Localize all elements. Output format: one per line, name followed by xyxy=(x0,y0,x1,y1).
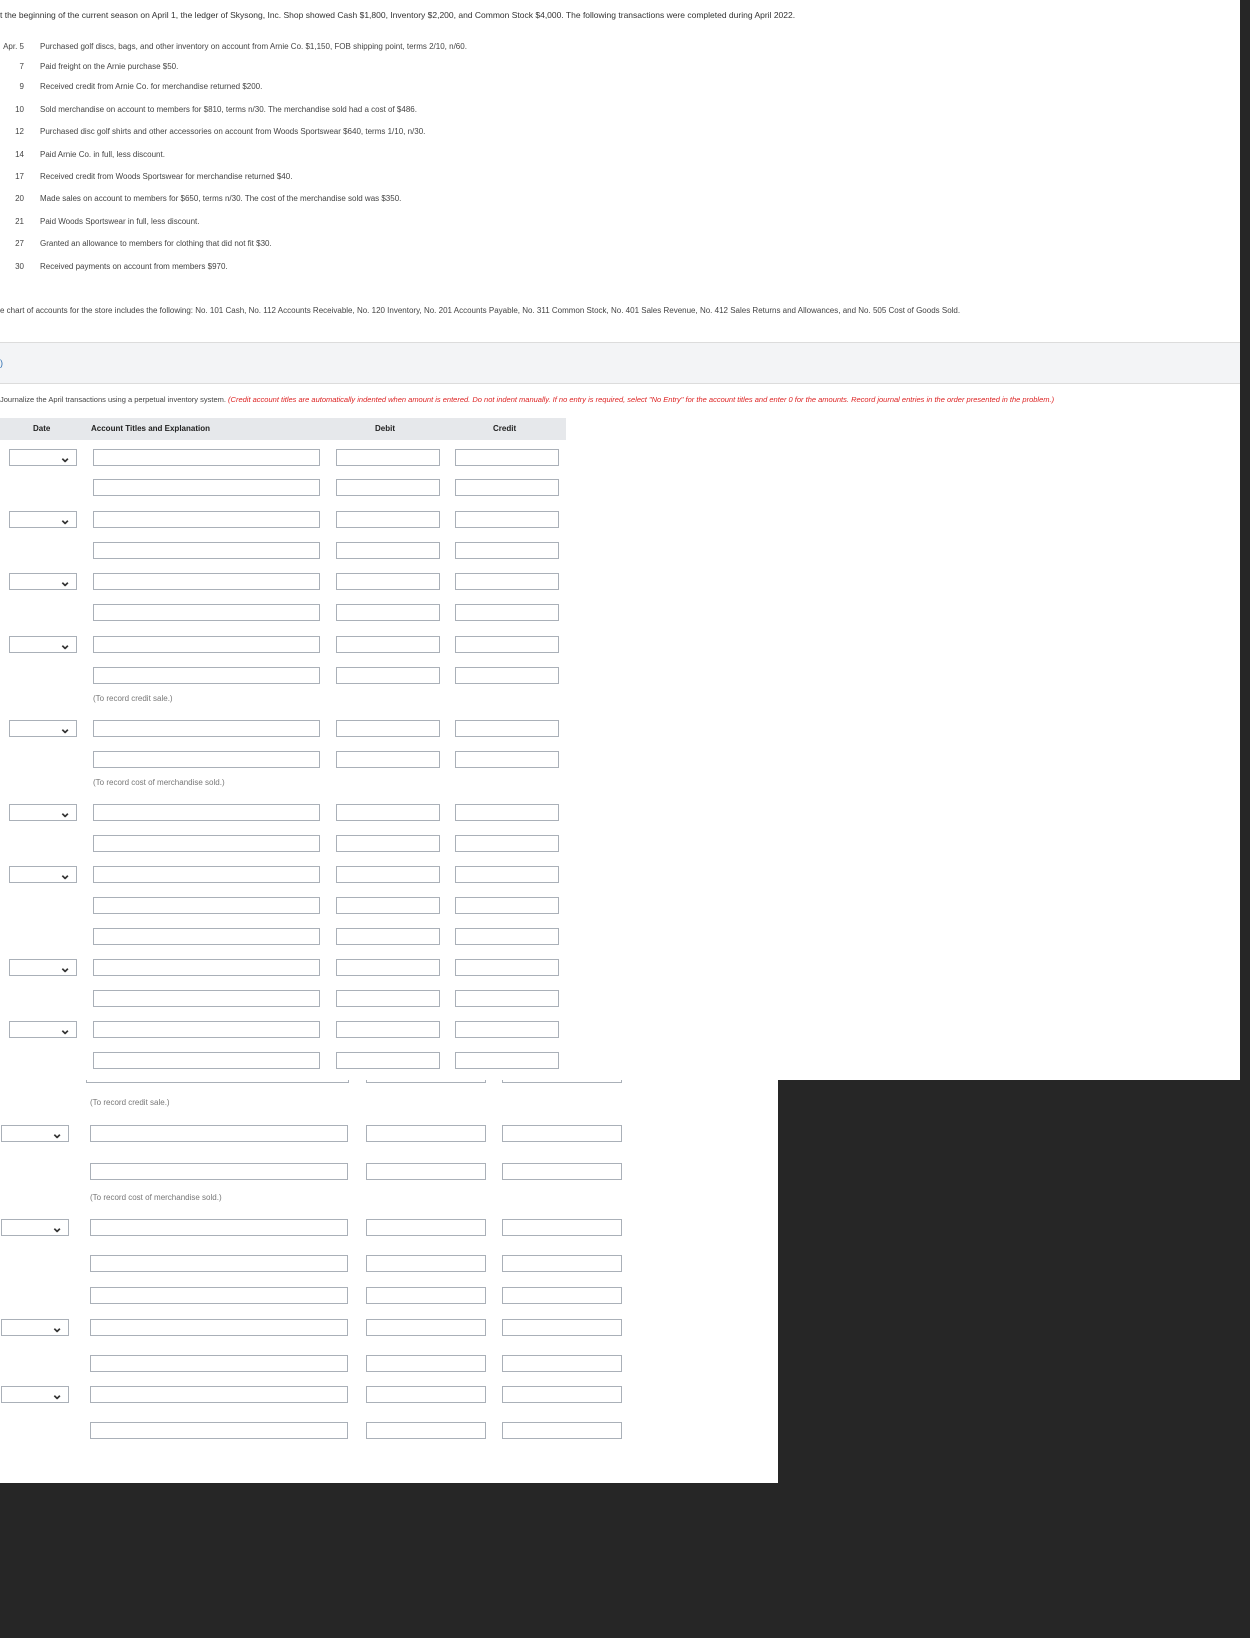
date-select[interactable] xyxy=(9,449,77,466)
debit-input[interactable] xyxy=(336,804,440,821)
account-title-input[interactable] xyxy=(93,751,320,768)
credit-input[interactable] xyxy=(502,1355,622,1372)
debit-input[interactable] xyxy=(366,1386,486,1403)
account-title-input[interactable] xyxy=(93,511,320,528)
transaction-date: 21 xyxy=(15,217,24,226)
credit-input[interactable] xyxy=(455,959,559,976)
debit-input[interactable] xyxy=(366,1219,486,1236)
credit-input[interactable] xyxy=(502,1422,622,1439)
debit-input[interactable] xyxy=(336,959,440,976)
chevron-down-icon: ⌄ xyxy=(59,804,71,820)
transaction-text: Paid Woods Sportswear in full, less discount. xyxy=(40,217,200,226)
account-title-input[interactable] xyxy=(93,449,320,466)
part-header xyxy=(0,342,1240,384)
account-title-input[interactable] xyxy=(93,1021,320,1038)
part-label: ) xyxy=(0,358,3,368)
date-select[interactable] xyxy=(9,804,77,821)
credit-input[interactable] xyxy=(502,1386,622,1403)
entry-note: (To record credit sale.) xyxy=(90,1098,170,1107)
chart-of-accounts: e chart of accounts for the store includes the following: No. 101 Cash, No. 112 Accounts Receivable, No. 120 Inventory, No. 201 Accounts Payable, No. 311 Common Stock, No. 401 Sales Revenue, No. 412 Sales Returns and Allowances, and No. 505 Cost of Goods Sold. xyxy=(0,306,961,315)
transaction-date: 17 xyxy=(15,172,24,181)
instructions-note: (Credit account titles are automatically indented when amount is entered. Do not indent manually. If no entry is required, select "No Entry" for the account titles and enter 0 for the amounts. Record journal entries in the order presented in the problem.) xyxy=(228,395,1055,404)
transaction-date: Apr. 5 xyxy=(3,42,24,51)
transaction-text: Paid Arnie Co. in full, less discount. xyxy=(40,150,165,159)
instructions-main: Journalize the April transactions using a perpetual inventory system. xyxy=(0,395,226,404)
chevron-down-icon: ⌄ xyxy=(59,449,71,465)
transaction-text: Sold merchandise on account to members for $810, terms n/30. The merchandise sold had a cost of $486. xyxy=(40,105,417,114)
account-title-input[interactable] xyxy=(93,866,320,883)
credit-input[interactable] xyxy=(455,542,559,559)
credit-input[interactable] xyxy=(455,751,559,768)
account-title-input[interactable] xyxy=(90,1163,348,1180)
account-title-input[interactable] xyxy=(90,1219,348,1236)
account-title-input[interactable] xyxy=(93,804,320,821)
transaction-date: 12 xyxy=(15,127,24,136)
chevron-down-icon: ⌄ xyxy=(59,636,71,652)
transaction-text: Granted an allowance to members for clothing that did not fit $30. xyxy=(40,239,272,248)
account-header: Account Titles and Explanation xyxy=(91,424,210,433)
transaction-date: 27 xyxy=(15,239,24,248)
account-title-input[interactable] xyxy=(90,1422,348,1439)
date-select[interactable] xyxy=(9,636,77,653)
credit-input[interactable] xyxy=(502,1287,622,1304)
transaction-text: Made sales on account to members for $650, terms n/30. The cost of the merchandise sold was $350. xyxy=(40,194,402,203)
account-title-input[interactable] xyxy=(93,573,320,590)
transaction-text: Received credit from Arnie Co. for merchandise returned $200. xyxy=(40,82,263,91)
chevron-down-icon: ⌄ xyxy=(59,1021,71,1037)
date-select[interactable] xyxy=(1,1125,69,1142)
account-title-input[interactable] xyxy=(93,542,320,559)
transaction-text: Received payments on account from members $970. xyxy=(40,262,228,271)
credit-input[interactable] xyxy=(455,636,559,653)
debit-input[interactable] xyxy=(336,835,440,852)
chevron-down-icon: ⌄ xyxy=(59,959,71,975)
debit-input[interactable] xyxy=(366,1355,486,1372)
account-title-input[interactable] xyxy=(93,959,320,976)
debit-input[interactable] xyxy=(366,1287,486,1304)
date-select[interactable] xyxy=(9,959,77,976)
credit-input[interactable] xyxy=(502,1163,622,1180)
debit-input[interactable] xyxy=(336,866,440,883)
debit-input[interactable] xyxy=(336,667,440,684)
account-title-input[interactable] xyxy=(93,928,320,945)
chevron-down-icon: ⌄ xyxy=(59,866,71,882)
journal-table-header xyxy=(0,418,566,440)
date-select[interactable] xyxy=(9,573,77,590)
date-select[interactable] xyxy=(1,1319,69,1336)
transaction-date: 14 xyxy=(15,150,24,159)
cut-off-input-edge xyxy=(366,1080,486,1083)
chevron-down-icon: ⌄ xyxy=(51,1386,63,1402)
chevron-down-icon: ⌄ xyxy=(59,511,71,527)
date-select[interactable] xyxy=(9,720,77,737)
account-title-input[interactable] xyxy=(93,1052,320,1069)
credit-input[interactable] xyxy=(455,1021,559,1038)
credit-input[interactable] xyxy=(455,928,559,945)
date-select[interactable] xyxy=(9,866,77,883)
debit-input[interactable] xyxy=(336,928,440,945)
chevron-down-icon: ⌄ xyxy=(59,573,71,589)
debit-input[interactable] xyxy=(336,1052,440,1069)
credit-input[interactable] xyxy=(455,511,559,528)
debit-input[interactable] xyxy=(366,1319,486,1336)
debit-input[interactable] xyxy=(336,542,440,559)
debit-input[interactable] xyxy=(366,1125,486,1142)
account-title-input[interactable] xyxy=(93,479,320,496)
account-title-input[interactable] xyxy=(93,720,320,737)
debit-input[interactable] xyxy=(366,1422,486,1439)
debit-input[interactable] xyxy=(336,511,440,528)
credit-input[interactable] xyxy=(455,804,559,821)
entry-note: (To record credit sale.) xyxy=(93,694,173,703)
credit-input[interactable] xyxy=(455,449,559,466)
cut-off-input-edge xyxy=(86,1080,349,1083)
date-select[interactable] xyxy=(9,1021,77,1038)
credit-input[interactable] xyxy=(502,1255,622,1272)
account-title-input[interactable] xyxy=(93,667,320,684)
debit-input[interactable] xyxy=(336,897,440,914)
debit-input[interactable] xyxy=(336,751,440,768)
account-title-input[interactable] xyxy=(90,1125,348,1142)
transaction-text: Paid freight on the Arnie purchase $50. xyxy=(40,62,179,71)
transaction-date: 30 xyxy=(15,262,24,271)
credit-header: Credit xyxy=(493,424,517,433)
credit-input[interactable] xyxy=(502,1219,622,1236)
debit-input[interactable] xyxy=(366,1255,486,1272)
credit-input[interactable] xyxy=(455,990,559,1007)
debit-input[interactable] xyxy=(336,720,440,737)
debit-input[interactable] xyxy=(336,636,440,653)
instructions xyxy=(0,395,1054,404)
credit-input[interactable] xyxy=(455,573,559,590)
credit-input[interactable] xyxy=(455,897,559,914)
chevron-down-icon: ⌄ xyxy=(59,720,71,736)
credit-input[interactable] xyxy=(455,720,559,737)
account-title-input[interactable] xyxy=(93,636,320,653)
account-title-input[interactable] xyxy=(93,835,320,852)
account-title-input[interactable] xyxy=(90,1255,348,1272)
transaction-text: Purchased disc golf shirts and other accessories on account from Woods Sportswear $640, terms 1/10, n/30. xyxy=(40,127,426,136)
account-title-input[interactable] xyxy=(93,990,320,1007)
account-title-input[interactable] xyxy=(93,604,320,621)
date-select[interactable] xyxy=(1,1386,69,1403)
chevron-down-icon: ⌄ xyxy=(51,1219,63,1235)
credit-input[interactable] xyxy=(502,1125,622,1142)
date-header: Date xyxy=(33,424,51,433)
credit-input[interactable] xyxy=(455,1052,559,1069)
debit-header: Debit xyxy=(375,424,395,433)
account-title-input[interactable] xyxy=(93,897,320,914)
transaction-date: 7 xyxy=(19,62,24,71)
chevron-down-icon: ⌄ xyxy=(51,1125,63,1141)
entry-note: (To record cost of merchandise sold.) xyxy=(90,1193,222,1202)
credit-input[interactable] xyxy=(455,667,559,684)
account-title-input[interactable] xyxy=(90,1287,348,1304)
transaction-text: Received credit from Woods Sportswear for merchandise returned $40. xyxy=(40,172,293,181)
credit-input[interactable] xyxy=(455,866,559,883)
debit-input[interactable] xyxy=(336,573,440,590)
credit-input[interactable] xyxy=(455,835,559,852)
transaction-date: 9 xyxy=(19,82,24,91)
debit-input[interactable] xyxy=(366,1163,486,1180)
debit-input[interactable] xyxy=(336,1021,440,1038)
problem-intro: t the beginning of the current season on April 1, the ledger of Skysong, Inc. Shop showed Cash $1,800, Inventory $2,200, and Common Stock $4,000. The following transactions were completed during April 2022. xyxy=(0,10,796,20)
debit-input[interactable] xyxy=(336,604,440,621)
credit-input[interactable] xyxy=(502,1319,622,1336)
account-title-input[interactable] xyxy=(90,1386,348,1403)
transaction-date: 20 xyxy=(15,194,24,203)
journal-panel-continued xyxy=(0,1080,778,1483)
credit-input[interactable] xyxy=(455,604,559,621)
cut-off-input-edge xyxy=(502,1080,622,1083)
account-title-input[interactable] xyxy=(90,1319,348,1336)
entry-note: (To record cost of merchandise sold.) xyxy=(93,778,225,787)
date-select[interactable] xyxy=(9,511,77,528)
date-select[interactable] xyxy=(1,1219,69,1236)
debit-input[interactable] xyxy=(336,449,440,466)
credit-input[interactable] xyxy=(455,479,559,496)
transaction-date: 10 xyxy=(15,105,24,114)
debit-input[interactable] xyxy=(336,479,440,496)
chevron-down-icon: ⌄ xyxy=(51,1319,63,1335)
transaction-text: Purchased golf discs, bags, and other inventory on account from Arnie Co. $1,150, FOB shipping point, terms 2/10, n/60. xyxy=(40,42,467,51)
account-title-input[interactable] xyxy=(90,1355,348,1372)
debit-input[interactable] xyxy=(336,990,440,1007)
